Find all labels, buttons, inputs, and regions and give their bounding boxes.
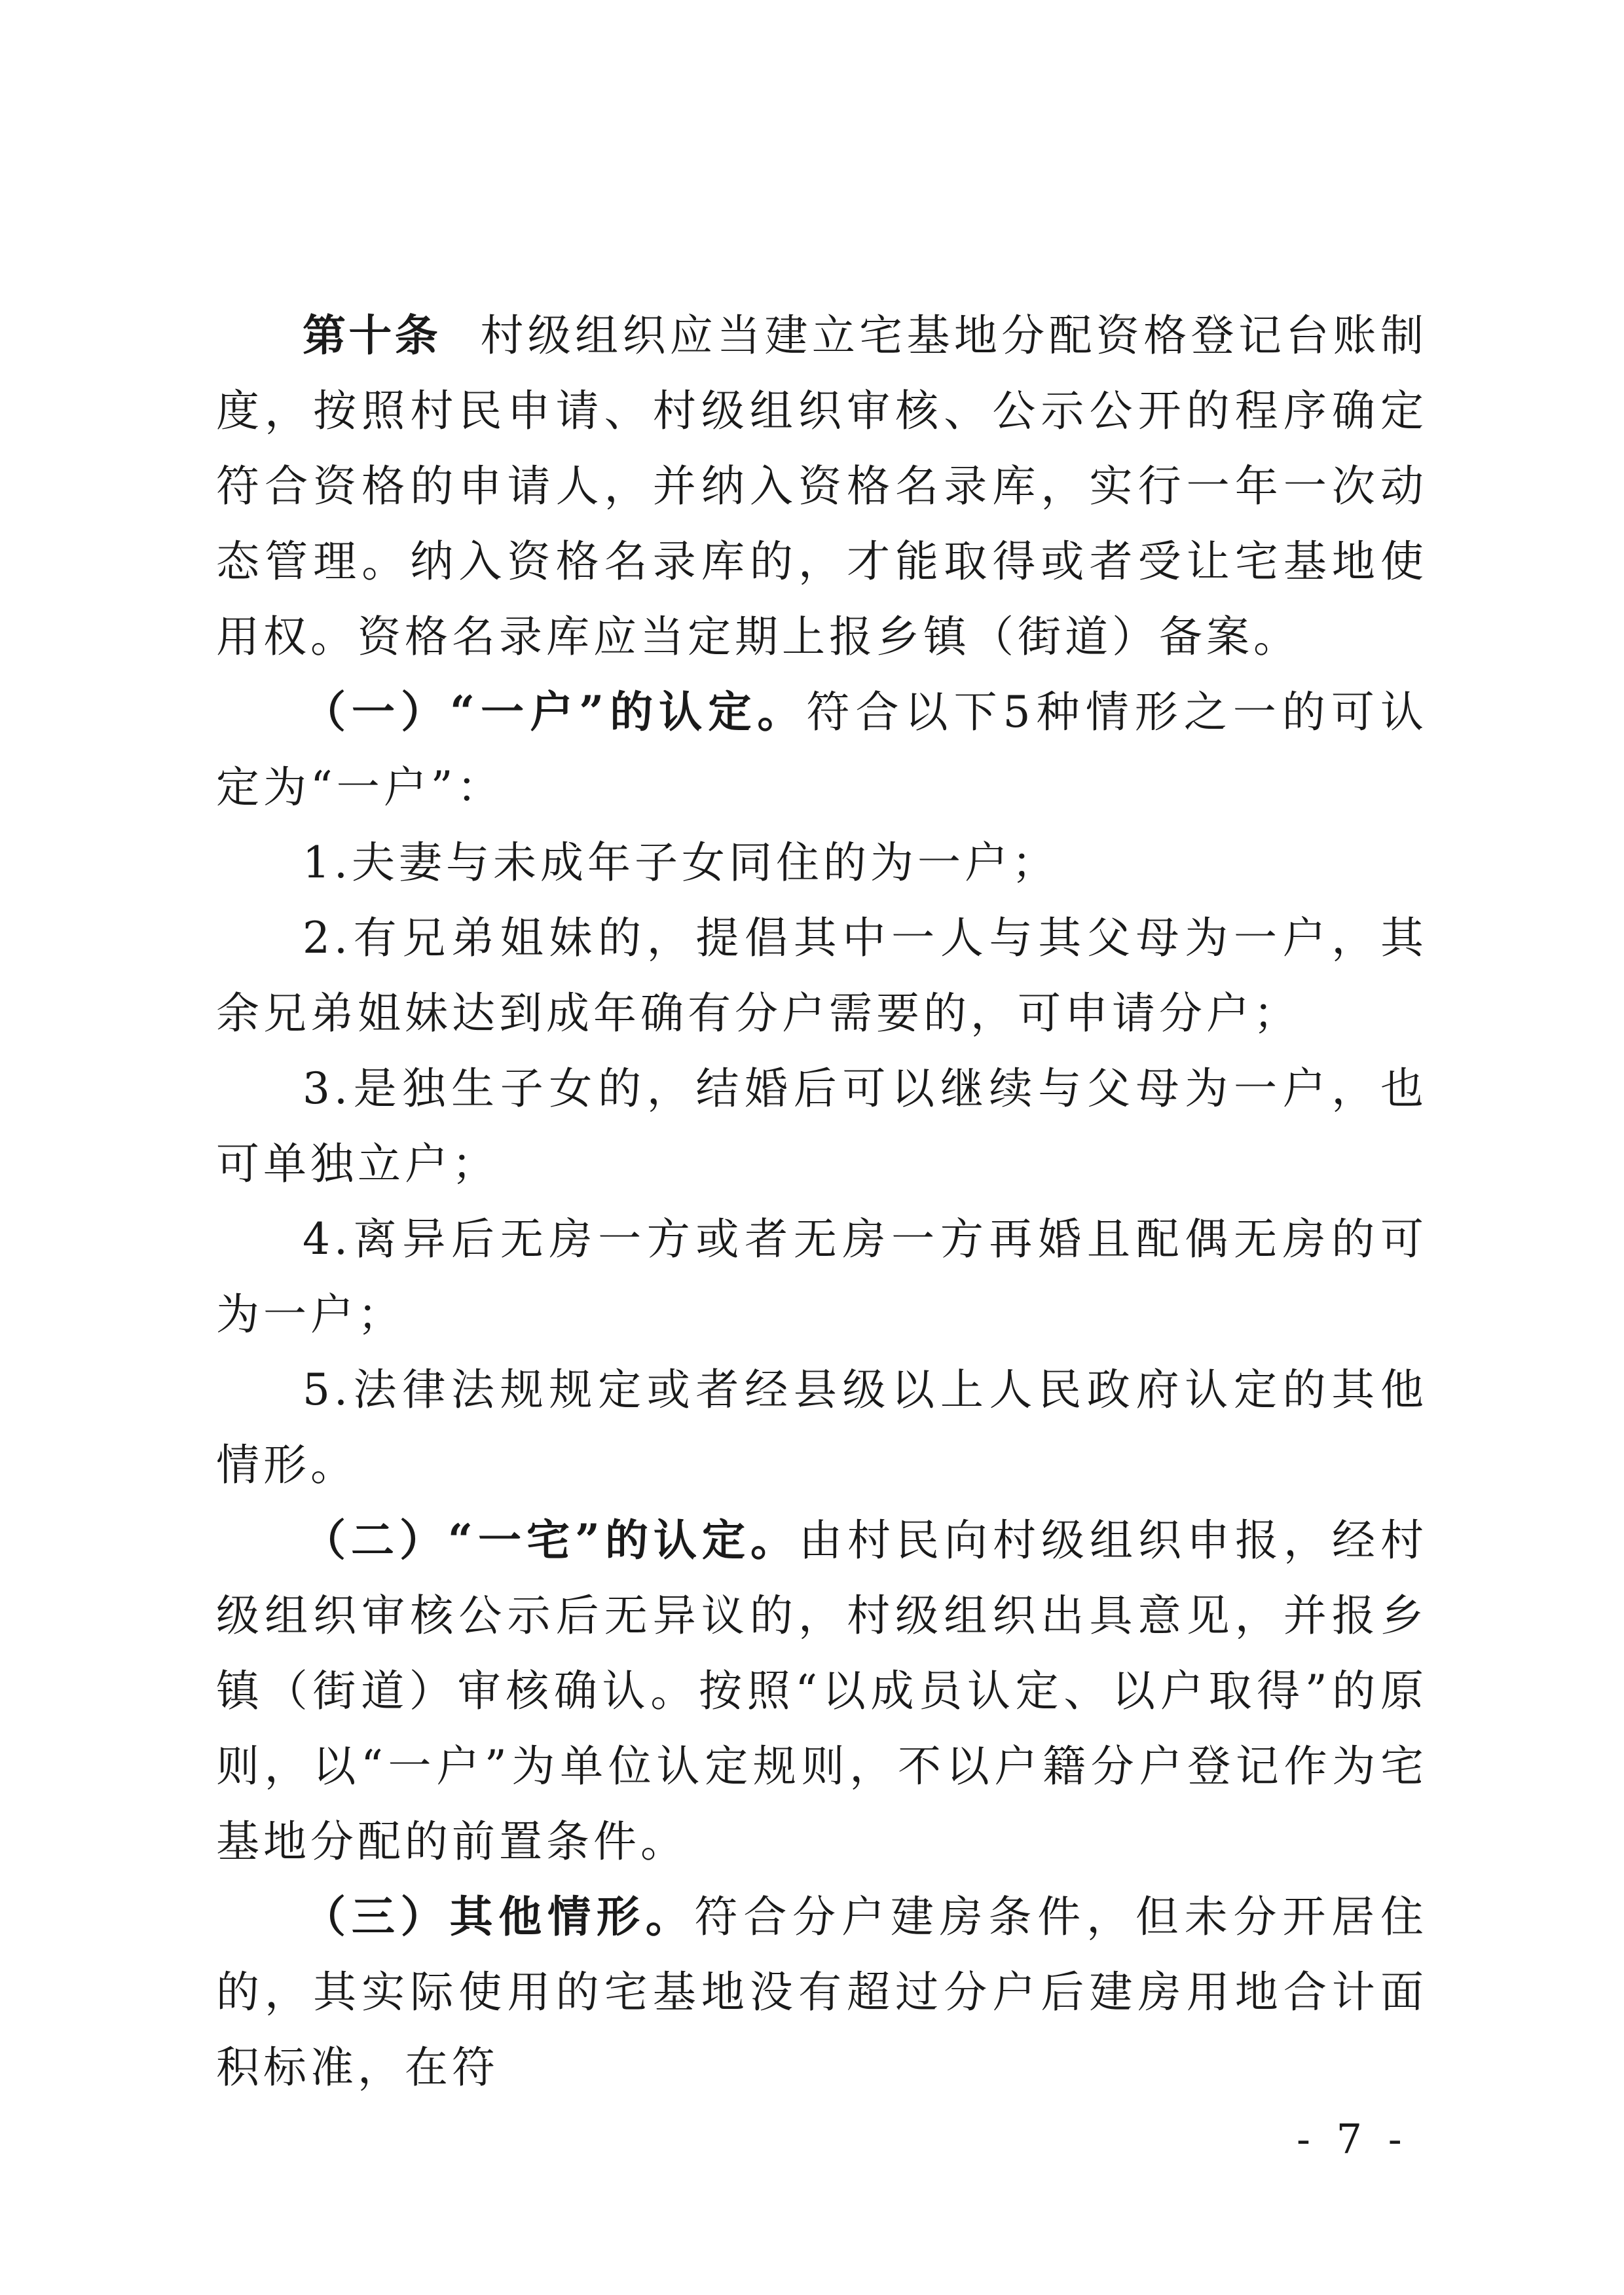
section-2-heading: （二）“一宅”的认定。 (303, 1515, 799, 1566)
list-item (216, 1051, 1428, 1202)
document-body (216, 298, 1428, 2105)
list-item (216, 825, 1428, 900)
section-3-heading: （三）其他情形。 (303, 1891, 695, 1942)
section-1-heading: （一）“一户”的认定。 (303, 686, 807, 737)
section-2-paragraph (216, 1503, 1428, 1879)
article-body: 村级组织应当建立宅基地分配资格登记台账制度，按照村民申请、村级组织审核、公示公开的程序确定符合资格的申请人，并纳入资格名录库，实行一年一次动态管理。纳入资格名录库的，才能取得或者受让宅基地使用权。资格名录库应当定期上报乡镇（街道）备案。 (216, 310, 1428, 662)
section-2-body: 由村民向村级组织申报，经村级组织审核公示后无异议的，村级组织出具意见，并报乡镇（街道）审核确认。按照“以成员认定、以户取得”的原则，以“一户”为单位认定规则，不以户籍分户登记作为宅基地分配的前置条件。 (216, 1515, 1428, 1867)
section-1-body: 符合以下5种情形之一的可认定为“一户”： (216, 687, 1428, 813)
section-3-body: 符合分户建房条件，但未分开居住的，其实际使用的宅基地没有超过分户后建房用地合计面积标准，在符 (216, 1892, 1428, 2093)
section-1-item-1: 1.夫妻与未成年子女同住的为一户； (303, 837, 1059, 888)
section-1-item-5: 5.法律法规规定或者经县级以上人民政府认定的其他情形。 (216, 1365, 1428, 1490)
section-1-item-4: 4.离异后无房一方或者无房一方再婚且配偶无房的可为一户； (216, 1214, 1428, 1340)
list-item (216, 1352, 1428, 1503)
article-number: 第十条 (303, 310, 441, 361)
page-number: - 7 - (1297, 2115, 1409, 2163)
list-item (216, 900, 1428, 1051)
article-10-paragraph (216, 298, 1428, 674)
section-1-item-2: 2.有兄弟姐妹的，提倡其中一人与其父母为一户，其余兄弟姐妹达到成年确有分户需要的，可申请分户； (216, 913, 1428, 1038)
list-item (216, 1202, 1428, 1352)
section-1-paragraph (216, 674, 1428, 825)
section-3-paragraph (216, 1879, 1428, 2105)
section-1-item-3: 3.是独生子女的，结婚后可以继续与父母为一户，也可单独立户； (216, 1063, 1428, 1189)
